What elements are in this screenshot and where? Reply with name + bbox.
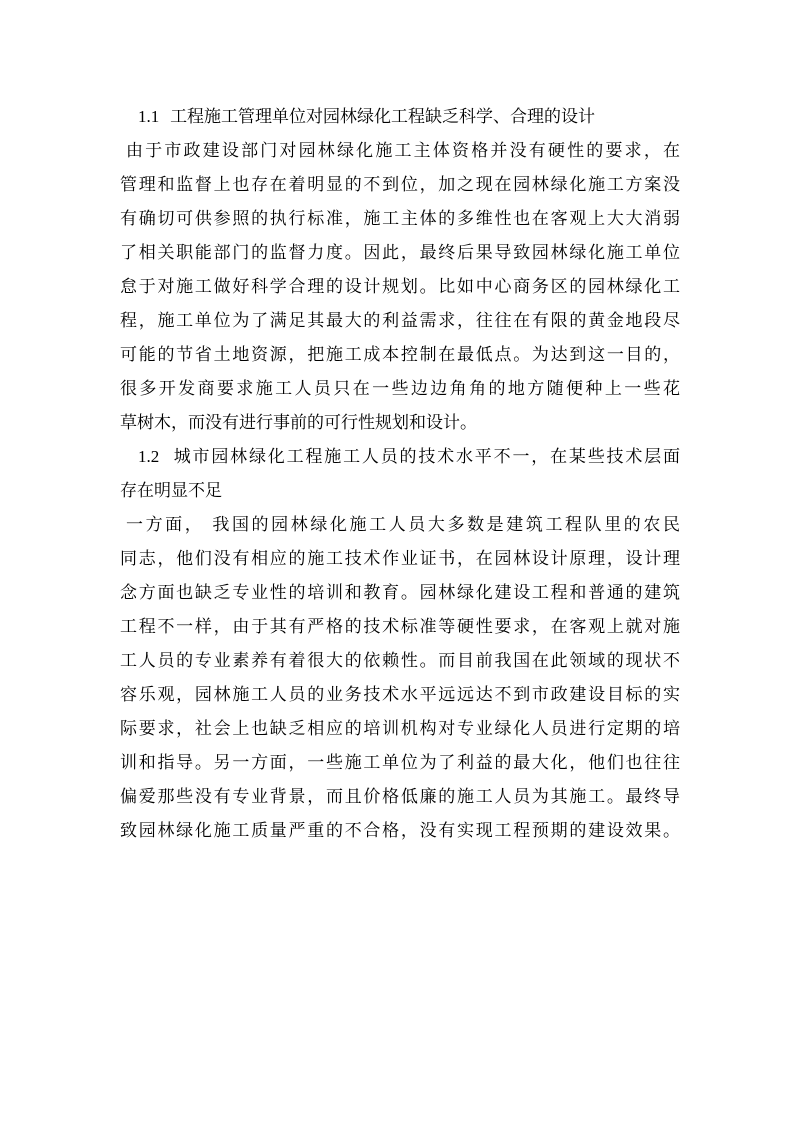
paragraph-line: 一方面， 我国的园林绿化施工人员大多数是建筑工程队里的农民 bbox=[126, 515, 680, 535]
section-title: 城市园林绿化工程施工人员的技术水平不一，在某些技术层面 bbox=[173, 447, 681, 467]
section-title: 工程施工管理单位对园林绿化工程缺乏科学、合理的设计 bbox=[170, 107, 596, 127]
paragraph-line: 偏爱那些没有专业背景，而且价格低廉的施工人员为其施工。最终导 bbox=[120, 787, 680, 807]
paragraph-line: 工程不一样，由于其有严格的技术标准等硬性要求，在客观上就对施 bbox=[120, 617, 680, 637]
paragraph-line: 容乐观，园林施工人员的业务技术水平远远达不到市政建设目标的实 bbox=[120, 685, 680, 705]
paragraph-line: 工人员的专业素养有着很大的依赖性。而目前我国在此领域的现状不 bbox=[120, 651, 680, 671]
paragraph-line: 管理和监督上也存在着明显的不到位，加之现在园林绿化施工方案没 bbox=[120, 175, 680, 195]
paragraph-line: 念方面也缺乏专业性的培训和教育。园林绿化建设工程和普通的建筑 bbox=[120, 583, 680, 603]
paragraph-2 bbox=[120, 509, 680, 847]
paragraph-line: 同志，他们没有相应的施工技术作业证书，在园林设计原理，设计理 bbox=[120, 549, 680, 569]
section-heading-1-2 bbox=[120, 441, 680, 473]
paragraph-line: 怠于对施工做好科学合理的设计规划。比如中心商务区的园林绿化工 bbox=[120, 277, 680, 297]
paragraph-line: 训和指导。另一方面，一些施工单位为了利益的最大化，他们也往往 bbox=[120, 753, 680, 773]
section-heading-continuation: 存在明显不足 bbox=[120, 481, 222, 501]
paragraph-line: 有确切可供参照的执行标准，施工主体的多维性也在客观上大大消弱 bbox=[120, 209, 680, 229]
section-number: 1.1 bbox=[138, 107, 160, 126]
paragraph-line: 很多开发商要求施工人员只在一些边边角角的地方随便种上一些花 bbox=[120, 379, 680, 399]
paragraph-line: 致园林绿化施工质量严重的不合格，没有实现工程预期的建设效果。 bbox=[120, 821, 680, 841]
document-body bbox=[120, 101, 680, 849]
paragraph-line: 际要求，社会上也缺乏相应的培训机构对专业绿化人员进行定期的培 bbox=[120, 719, 680, 739]
paragraph-line: 草树木，而没有进行事前的可行性规划和设计。 bbox=[120, 413, 477, 433]
paragraph-line: 由于市政建设部门对园林绿化施工主体资格并没有硬性的要求，在 bbox=[126, 141, 680, 161]
section-number: 1.2 bbox=[138, 447, 160, 466]
paragraph-line: 可能的节省土地资源，把施工成本控制在最低点。为达到这一目的， bbox=[120, 345, 680, 365]
section-heading-1-1 bbox=[120, 101, 680, 133]
paragraph-line: 程，施工单位为了满足其最大的利益需求，往往在有限的黄金地段尽 bbox=[120, 311, 680, 331]
paragraph-line: 了相关职能部门的监督力度。因此，最终后果导致园林绿化施工单位 bbox=[120, 243, 680, 263]
paragraph-1 bbox=[120, 135, 680, 439]
